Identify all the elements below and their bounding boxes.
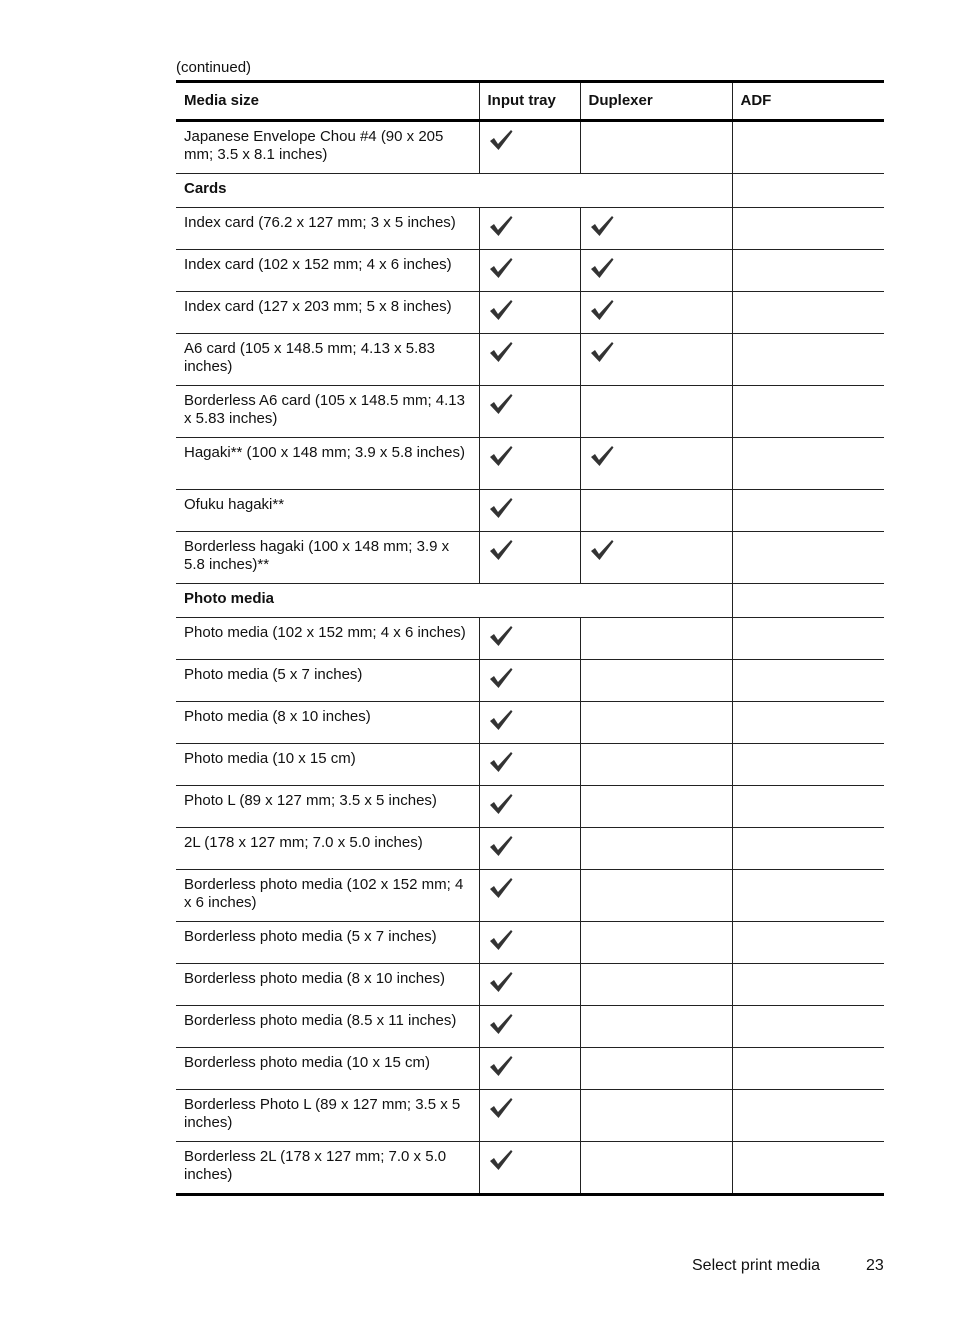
adf-cell — [732, 490, 884, 532]
duplexer-cell — [580, 744, 732, 786]
adf-cell — [732, 618, 884, 660]
header-input-tray: Input tray — [479, 82, 580, 121]
media-size-cell: Photo L (89 x 127 mm; 3.5 x 5 inches) — [176, 786, 479, 828]
adf-cell — [732, 660, 884, 702]
checkmark-icon — [488, 256, 514, 280]
adf-cell — [732, 532, 884, 584]
checkmark-icon — [488, 1096, 514, 1120]
duplexer-cell — [580, 702, 732, 744]
checkmark-icon — [488, 928, 514, 952]
table-row — [176, 250, 884, 292]
adf-cell — [732, 1048, 884, 1090]
section-heading: Cards — [176, 174, 732, 208]
media-size-cell: Index card (127 x 203 mm; 5 x 8 inches) — [176, 292, 479, 334]
duplexer-cell — [580, 490, 732, 532]
checkmark-icon — [488, 792, 514, 816]
media-size-cell: Photo media (10 x 15 cm) — [176, 744, 479, 786]
adf-cell — [732, 386, 884, 438]
table-row — [176, 208, 884, 250]
page-number: 23 — [866, 1257, 884, 1274]
input-tray-cell — [479, 1006, 580, 1048]
media-size-cell: Japanese Envelope Chou #4 (90 x 205 mm; 3.5 x 8.1 inches) — [176, 121, 479, 174]
media-size-cell: A6 card (105 x 148.5 mm; 4.13 x 5.83 inches) — [176, 334, 479, 386]
table-row — [176, 532, 884, 584]
duplexer-cell — [580, 964, 732, 1006]
checkmark-icon — [488, 392, 514, 416]
media-size-cell: Photo media (8 x 10 inches) — [176, 702, 479, 744]
checkmark-icon — [488, 624, 514, 648]
input-tray-cell — [479, 490, 580, 532]
input-tray-cell — [479, 121, 580, 174]
input-tray-cell — [479, 532, 580, 584]
media-size-cell: Photo media (102 x 152 mm; 4 x 6 inches) — [176, 618, 479, 660]
checkmark-icon — [488, 708, 514, 732]
adf-cell — [732, 786, 884, 828]
footer-section-title: Select print media — [692, 1257, 821, 1274]
header-duplexer: Duplexer — [580, 82, 732, 121]
input-tray-cell — [479, 1142, 580, 1195]
input-tray-cell — [479, 870, 580, 922]
adf-cell — [732, 1006, 884, 1048]
media-size-cell: Borderless photo media (8.5 x 11 inches) — [176, 1006, 479, 1048]
table-row — [176, 660, 884, 702]
checkmark-icon — [488, 496, 514, 520]
media-size-cell: Borderless photo media (10 x 15 cm) — [176, 1048, 479, 1090]
adf-cell — [732, 292, 884, 334]
adf-cell — [732, 208, 884, 250]
adf-cell — [732, 334, 884, 386]
table-row — [176, 1006, 884, 1048]
checkmark-icon — [488, 1012, 514, 1036]
duplexer-cell — [580, 618, 732, 660]
header-adf: ADF — [732, 82, 884, 121]
adf-cell — [732, 870, 884, 922]
table-row — [176, 702, 884, 744]
duplexer-cell — [580, 1048, 732, 1090]
adf-cell — [732, 702, 884, 744]
duplexer-cell — [580, 386, 732, 438]
input-tray-cell — [479, 292, 580, 334]
duplexer-cell — [580, 292, 732, 334]
checkmark-icon — [488, 214, 514, 238]
table-row — [176, 121, 884, 174]
media-size-cell: Borderless photo media (5 x 7 inches) — [176, 922, 479, 964]
input-tray-cell — [479, 922, 580, 964]
checkmark-icon — [589, 298, 615, 322]
section-row — [176, 174, 884, 208]
adf-cell — [732, 1142, 884, 1195]
media-size-cell: Index card (76.2 x 127 mm; 3 x 5 inches) — [176, 208, 479, 250]
media-size-cell: Index card (102 x 152 mm; 4 x 6 inches) — [176, 250, 479, 292]
duplexer-cell — [580, 532, 732, 584]
input-tray-cell — [479, 660, 580, 702]
checkmark-icon — [589, 444, 615, 468]
table-row — [176, 922, 884, 964]
table-row — [176, 292, 884, 334]
duplexer-cell — [580, 208, 732, 250]
input-tray-cell — [479, 618, 580, 660]
table-row — [176, 490, 884, 532]
input-tray-cell — [479, 386, 580, 438]
checkmark-icon — [488, 970, 514, 994]
duplexer-cell — [580, 1090, 732, 1142]
input-tray-cell — [479, 438, 580, 490]
duplexer-cell — [580, 250, 732, 292]
adf-cell — [732, 250, 884, 292]
table-row — [176, 786, 884, 828]
checkmark-icon — [488, 750, 514, 774]
media-size-cell: Borderless photo media (8 x 10 inches) — [176, 964, 479, 1006]
checkmark-icon — [488, 666, 514, 690]
media-size-table — [176, 80, 884, 1196]
duplexer-cell — [580, 870, 732, 922]
input-tray-cell — [479, 1048, 580, 1090]
adf-cell — [732, 964, 884, 1006]
input-tray-cell — [479, 964, 580, 1006]
input-tray-cell — [479, 1090, 580, 1142]
checkmark-icon — [589, 214, 615, 238]
table-header-row — [176, 82, 884, 121]
media-size-cell: Photo media (5 x 7 inches) — [176, 660, 479, 702]
table-row — [176, 438, 884, 490]
duplexer-cell — [580, 438, 732, 490]
checkmark-icon — [488, 538, 514, 562]
input-tray-cell — [479, 334, 580, 386]
media-size-cell: Borderless 2L (178 x 127 mm; 7.0 x 5.0 inches) — [176, 1142, 479, 1195]
table-row — [176, 870, 884, 922]
table-row — [176, 618, 884, 660]
table-row — [176, 386, 884, 438]
checkmark-icon — [488, 1148, 514, 1172]
checkmark-icon — [488, 128, 514, 152]
duplexer-cell — [580, 786, 732, 828]
media-size-cell: Borderless hagaki (100 x 148 mm; 3.9 x 5.8 inches)** — [176, 532, 479, 584]
media-size-cell: 2L (178 x 127 mm; 7.0 x 5.0 inches) — [176, 828, 479, 870]
table-row — [176, 334, 884, 386]
media-size-cell: Ofuku hagaki** — [176, 490, 479, 532]
section-heading: Photo media — [176, 584, 732, 618]
checkmark-icon — [488, 298, 514, 322]
adf-cell — [732, 744, 884, 786]
duplexer-cell — [580, 1142, 732, 1195]
adf-cell — [732, 121, 884, 174]
duplexer-cell — [580, 121, 732, 174]
adf-cell — [732, 922, 884, 964]
duplexer-cell — [580, 828, 732, 870]
adf-cell — [732, 438, 884, 490]
table-row — [176, 828, 884, 870]
table-row — [176, 964, 884, 1006]
table-row — [176, 1048, 884, 1090]
media-size-cell: Borderless photo media (102 x 152 mm; 4 x 6 inches) — [176, 870, 479, 922]
continued-label: (continued) — [176, 59, 252, 76]
input-tray-cell — [479, 208, 580, 250]
adf-cell — [732, 1090, 884, 1142]
checkmark-icon — [488, 834, 514, 858]
checkmark-icon — [488, 444, 514, 468]
input-tray-cell — [479, 786, 580, 828]
section-row — [176, 584, 884, 618]
duplexer-cell — [580, 660, 732, 702]
media-size-cell: Borderless Photo L (89 x 127 mm; 3.5 x 5 inches) — [176, 1090, 479, 1142]
adf-cell — [732, 174, 884, 208]
input-tray-cell — [479, 828, 580, 870]
adf-cell — [732, 584, 884, 618]
checkmark-icon — [589, 538, 615, 562]
duplexer-cell — [580, 1006, 732, 1048]
checkmark-icon — [488, 1054, 514, 1078]
checkmark-icon — [488, 876, 514, 900]
table-row — [176, 1142, 884, 1195]
checkmark-icon — [589, 256, 615, 280]
input-tray-cell — [479, 250, 580, 292]
header-media-size: Media size — [176, 82, 479, 121]
checkmark-icon — [488, 340, 514, 364]
input-tray-cell — [479, 744, 580, 786]
input-tray-cell — [479, 702, 580, 744]
table-body — [176, 121, 884, 1195]
duplexer-cell — [580, 922, 732, 964]
media-size-cell: Borderless A6 card (105 x 148.5 mm; 4.13 x 5.83 inches) — [176, 386, 479, 438]
checkmark-icon — [589, 340, 615, 364]
adf-cell — [732, 828, 884, 870]
table-row — [176, 1090, 884, 1142]
media-size-cell: Hagaki** (100 x 148 mm; 3.9 x 5.8 inches) — [176, 438, 479, 490]
table-row — [176, 744, 884, 786]
duplexer-cell — [580, 334, 732, 386]
